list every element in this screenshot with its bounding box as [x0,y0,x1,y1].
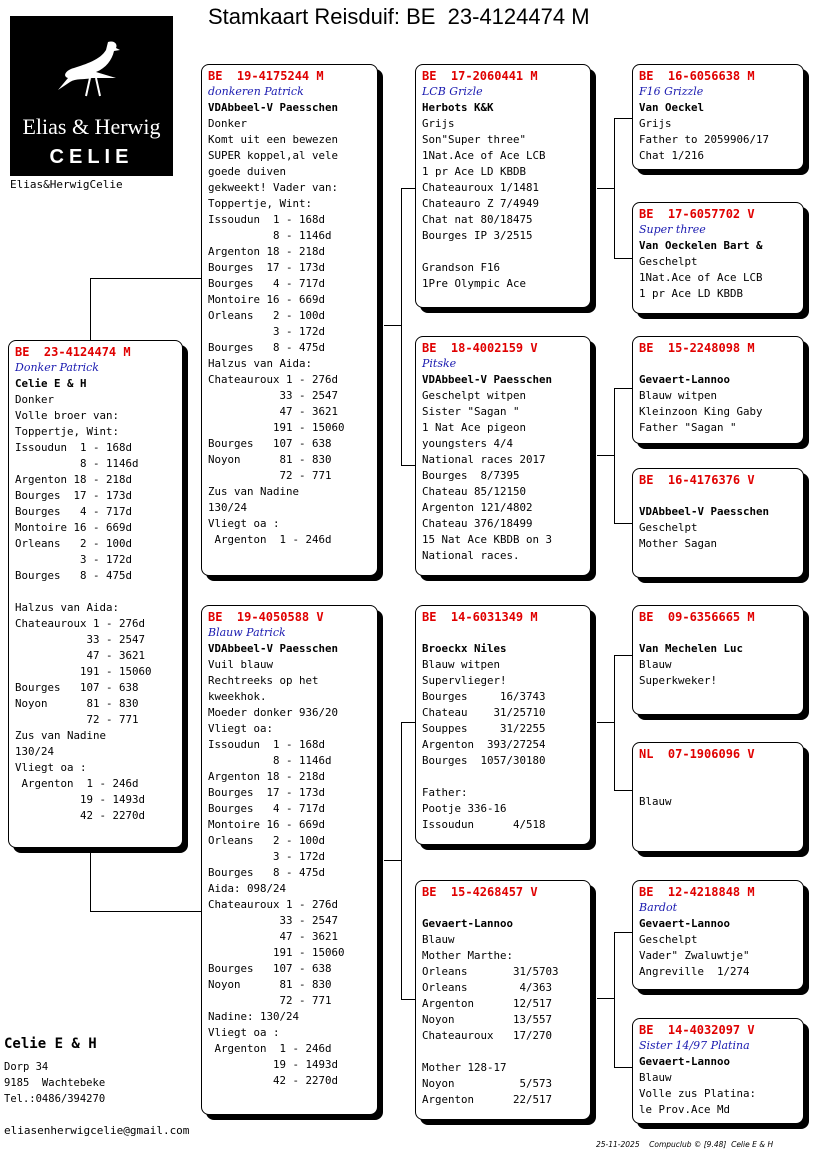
info-line: Halzus van Aida: [15,601,120,614]
pedigree-card-fff[interactable] [632,64,804,170]
pedigree-card-ffm[interactable] [632,202,804,314]
info-line: 130/24 [208,501,248,514]
info-line: 15 Nat Ace KBDB on 3 [422,533,553,546]
info-line: Bourges 107 - 638 [15,681,139,694]
owner-name: Celie E & H [15,377,87,390]
info-line: Issoudun 4/518 [422,818,546,831]
info-line [422,244,590,260]
connector [401,188,415,189]
info-line: National races. [422,549,520,562]
logo-caption: Elias&HerwigCelie [10,178,123,191]
owner-name: VDAbbeel-V Paesschen [639,505,770,518]
pigeon-name [639,356,803,372]
info-line: Chateauroux 17/270 [422,1029,553,1042]
info-line: 72 - 771 [208,994,332,1007]
info-line: Mother 128-17 [422,1061,507,1074]
info-line: Bourges 8 - 475d [208,341,326,354]
info-line: Argenton 18 - 218d [208,245,326,258]
logo-line2: CELIE [49,146,134,168]
info-line: 8 - 1146d [208,754,332,767]
info-line [422,1044,590,1060]
pigeon-name [639,488,803,504]
info-line: 191 - 15060 [208,421,345,434]
address-line: 9185 Wachtebeke [4,1077,106,1089]
ring-number: BE 17-6057702 V [639,207,755,221]
owner-name: VDAbbeel-V Paesschen [208,642,339,655]
info-line: Argenton 18 - 218d [15,473,133,486]
info-line: 130/24 [15,745,55,758]
email-link[interactable]: eliasenherwigcelie@gmail.com [4,1124,190,1137]
owner-name: Gevaert-Lannoo [639,917,731,930]
pedigree-card-father-father[interactable] [415,64,591,308]
ring-number: BE 16-4176376 V [639,473,755,487]
print-stamp: 25-11-2025 Compuclub © [9.48] Celie E & H [596,1140,774,1149]
info-line: Chat 1/216 [639,149,705,162]
owner-name: Van Oeckelen Bart & [639,239,763,252]
connector [614,118,632,119]
ring-number: BE 23-4124474 M [15,345,131,359]
info-line: 1 Nat Ace pigeon [422,421,527,434]
connector [597,998,615,999]
info-line: Bourges 17 - 173d [208,786,326,799]
pigeon-name [639,625,803,641]
info-line: Toppertje, Wint: [15,425,120,438]
info-line: goede duiven [208,165,287,178]
info-line: Bourges 4 - 717d [208,802,326,815]
pigeon-icon [56,38,128,102]
connector [90,852,91,912]
info-line: Vuil blauw [208,658,274,671]
ring-number: BE 16-6056638 M [639,69,755,83]
info-line: SUPER koppel,al vele [208,149,339,162]
info-line: Zus van Nadine [208,485,300,498]
pedigree-card-mother[interactable] [201,605,378,1115]
info-line: Blauw [639,1071,672,1084]
info-line: Volle zus Platina: [639,1087,757,1100]
connector [90,278,91,340]
logo [10,16,173,176]
pigeon-name [422,900,590,916]
info-line: Grijs [422,117,455,130]
info-line: Vader" Zwaluwtje" [639,949,750,962]
info-line: Sister "Sagan " [422,405,520,418]
owner-name: Van Mechelen Luc [639,642,744,655]
logo-line1: Elias & Herwig [22,114,161,139]
connector [614,932,615,1068]
info-line: Volle broer van: [15,409,120,422]
info-line: Bourges 8 - 475d [208,866,326,879]
connector [90,278,202,279]
pigeon-name: Donker Patrick [15,361,99,374]
connector [597,722,615,723]
owner-name: Gevaert-Lannoo [639,1055,731,1068]
info-line: 1Pre Olympic Ace [422,277,527,290]
info-line: Father "Sagan " [639,421,737,434]
info-line: Grandson F16 [422,261,501,274]
connector [401,722,402,1000]
info-line: Blauw [639,658,672,671]
info-line: 72 - 771 [15,713,139,726]
info-line: Angreville 1/274 [639,965,750,978]
info-line: Argenton 1 - 246d [208,1042,332,1055]
info-line: Geschelpt witpen [422,389,527,402]
info-line: 3 - 172d [208,850,326,863]
info-line: 33 - 2547 [15,633,146,646]
info-line: Orleans 2 - 100d [208,309,326,322]
info-line: Bourges 8/7395 [422,469,520,482]
pedigree-card-mff[interactable] [632,605,804,715]
pigeon-name: donkeren Patrick [208,85,304,98]
info-line: Bourges 17 - 173d [15,489,133,502]
connector [614,790,632,791]
ring-number: BE 19-4175244 M [208,69,324,83]
ring-number: BE 15-4268457 V [422,885,538,899]
info-line: Chat nat 80/18475 [422,213,533,226]
info-line: 19 - 1493d [15,793,146,806]
info-line: Argenton 1 - 246d [15,777,139,790]
ring-number: BE 15-2248098 M [639,341,755,355]
info-line: Noyon 81 - 830 [208,978,332,991]
connector [90,911,202,912]
pedigree-card-mmm[interactable] [632,1018,804,1124]
info-line: 8 - 1146d [208,229,332,242]
info-line: Noyon 81 - 830 [15,697,139,710]
ring-number: BE 17-2060441 M [422,69,538,83]
info-line: 191 - 15060 [208,946,345,959]
info-line: Issoudun 1 - 168d [208,213,326,226]
info-line: Bourges 4 - 717d [15,505,133,518]
info-line: Chateau 31/25710 [422,706,546,719]
info-line: 3 - 172d [15,553,133,566]
info-line: Geschelpt [639,255,698,268]
connector [597,188,615,189]
connector [401,465,415,466]
info-line: Argenton 121/4802 [422,501,533,514]
connector [401,999,415,1000]
owner-name: Van Oeckel [639,101,705,114]
info-line: Bourges 107 - 638 [208,437,332,450]
pedigree-card-fmf[interactable] [632,336,804,444]
info-line: Son"Super three" [422,133,527,146]
phone-line: Tel.:0486/394270 [4,1093,106,1105]
info-line: Nadine: 130/24 [208,1010,300,1023]
owner-name: VDAbbeel-V Paesschen [422,373,553,386]
connector [614,1067,632,1068]
info-line: Chateauro Z 7/4949 [422,197,540,210]
info-line: Supervlieger! [422,674,507,687]
info-line: Orleans 2 - 100d [208,834,326,847]
connector [401,722,415,723]
info-line: Orleans 31/5703 [422,965,559,978]
owner-name: VDAbbeel-V Paesschen [208,101,339,114]
connector [614,388,632,389]
info-line: Montoire 16 - 669d [15,521,133,534]
pigeon-name: Super three [639,223,706,236]
page-title: Stamkaart Reisduif: BE 23-4124474 M [208,4,590,29]
info-line: Moeder donker 936/20 [208,706,339,719]
ring-number: NL 07-1906096 V [639,747,755,761]
info-line: 1 pr Ace LD KBDB [639,287,744,300]
owner-name: Herbots K&K [422,101,494,114]
info-line: Mother Marthe: [422,949,514,962]
info-line: Argenton 12/517 [422,997,553,1010]
info-line: Orleans 2 - 100d [15,537,133,550]
pedigree-card-father-mother[interactable] [415,336,591,576]
info-line: Komt uit een bewezen [208,133,339,146]
info-line: Father: [422,786,468,799]
info-line: Donker [208,117,248,130]
info-line: Father to 2059906/17 [639,133,770,146]
info-line: Kleinzoon King Gaby [639,405,763,418]
connector [614,523,632,524]
connector [384,325,402,326]
info-line: 8 - 1146d [15,457,139,470]
connector [614,258,632,259]
info-line: Issoudun 1 - 168d [208,738,326,751]
pigeon-name: Bardot [639,901,677,914]
address-line: Dorp 34 [4,1061,49,1073]
info-line: Souppes 31/2255 [422,722,546,735]
connector [614,932,632,933]
owner-name: Broeckx Niles [422,642,507,655]
info-line: 33 - 2547 [208,389,339,402]
info-line: Chateau 85/12150 [422,485,527,498]
info-line: Bourges 4 - 717d [208,277,326,290]
info-line: kweekhok. [208,690,267,703]
pedigree-card-mother-mother[interactable] [415,880,591,1120]
pedigree-card-mfm[interactable] [632,742,804,852]
pedigree-card-mother-father[interactable] [415,605,591,845]
info-line: National races 2017 [422,453,546,466]
pigeon-name [639,762,803,778]
connector [384,860,402,861]
info-line: Bourges 16/3743 [422,690,546,703]
info-line: Noyon 5/573 [422,1077,553,1090]
info-line: Vliegt oa: [208,722,274,735]
pigeon-name: Pitske [422,357,457,370]
info-line: Blauw witpen [422,658,501,671]
info-line: Geschelpt [639,521,698,534]
info-line: 191 - 15060 [15,665,152,678]
info-line: Chateauroux 1 - 276d [208,898,339,911]
info-line: Chateau 376/18499 [422,517,533,530]
info-line: 47 - 3621 [208,930,339,943]
info-line: 47 - 3621 [15,649,146,662]
info-line: 1Nat.Ace of Ace LCB [422,149,546,162]
info-line: 47 - 3621 [208,405,339,418]
connector [614,388,615,524]
info-line: Donker [15,393,55,406]
info-line: Vliegt oa : [208,517,280,530]
pedigree-card-mmf[interactable] [632,880,804,990]
info-line: Bourges 17 - 173d [208,261,326,274]
ring-number: BE 09-6356665 M [639,610,755,624]
info-line: youngsters 4/4 [422,437,514,450]
info-line: Rechtreeks op het [208,674,319,687]
ring-number: BE 12-4218848 M [639,885,755,899]
info-line: Argenton 18 - 218d [208,770,326,783]
info-line: Superkweker! [639,674,718,687]
info-line [422,769,590,785]
info-line: Chateauroux 1 - 276d [208,373,339,386]
info-line: Aida: 098/24 [208,882,287,895]
info-line: Montoire 16 - 669d [208,293,326,306]
ring-number: BE 19-4050588 V [208,610,324,624]
info-line: Vliegt oa : [208,1026,280,1039]
pedigree-card-fmm[interactable] [632,468,804,578]
info-line: Bourges IP 3/2515 [422,229,533,242]
owner-name: Gevaert-Lannoo [422,917,514,930]
info-line: 19 - 1493d [208,1058,339,1071]
connector [614,655,615,791]
info-line: Bourges 107 - 638 [208,962,332,975]
info-line: Grijs [639,117,672,130]
info-line: Blauw [639,795,672,808]
info-line: Argenton 393/27254 [422,738,546,751]
info-line: 42 - 2270d [208,1074,339,1087]
owner-name: Gevaert-Lannoo [639,373,731,386]
info-line: 42 - 2270d [15,809,146,822]
info-line: Noyon 13/557 [422,1013,553,1026]
info-line: Pootje 336-16 [422,802,507,815]
connector [597,455,615,456]
connector [401,188,402,466]
info-line: Blauw [422,933,455,946]
pedigree-card-subject[interactable] [8,340,183,848]
connector [614,118,615,259]
breeder-name: Celie E & H [4,1036,97,1052]
info-line: Montoire 16 - 669d [208,818,326,831]
info-line: Orleans 4/363 [422,981,553,994]
info-line: Bourges 8 - 475d [15,569,133,582]
owner-name [639,778,803,794]
info-line: 1Nat.Ace of Ace LCB [639,271,763,284]
info-line: Halzus van Aida: [208,357,313,370]
info-line: le Prov.Ace Md [639,1103,731,1116]
info-line: Bourges 1057/30180 [422,754,546,767]
info-line: Issoudun 1 - 168d [15,441,133,454]
info-line: Argenton 1 - 246d [208,533,332,546]
info-line: Chateauroux 1/1481 [422,181,540,194]
info-line: 72 - 771 [208,469,332,482]
info-line [15,584,182,600]
info-line: Mother Sagan [639,537,718,550]
pigeon-name: F16 Grizzle [639,85,704,98]
info-line: Toppertje, Wint: [208,197,313,210]
info-line: 1 pr Ace LD KBDB [422,165,527,178]
pedigree-card-father[interactable] [201,64,378,576]
info-line: Blauw witpen [639,389,718,402]
ring-number: BE 14-6031349 M [422,610,538,624]
ring-number: BE 18-4002159 V [422,341,538,355]
info-line: Vliegt oa : [15,761,87,774]
info-line: Geschelpt [639,933,698,946]
info-line: Zus van Nadine [15,729,107,742]
pigeon-name: Sister 14/97 Platina [639,1039,750,1052]
info-line: Chateauroux 1 - 276d [15,617,146,630]
info-line: gekweekt! Vader van: [208,181,339,194]
info-line: 3 - 172d [208,325,326,338]
pigeon-name [422,625,590,641]
info-line: 33 - 2547 [208,914,339,927]
info-line: Argenton 22/517 [422,1093,553,1106]
pigeon-name: Blauw Patrick [208,626,286,639]
pigeon-name: LCB Grizle [422,85,483,98]
ring-number: BE 14-4032097 V [639,1023,755,1037]
info-line: Noyon 81 - 830 [208,453,332,466]
connector [614,655,632,656]
